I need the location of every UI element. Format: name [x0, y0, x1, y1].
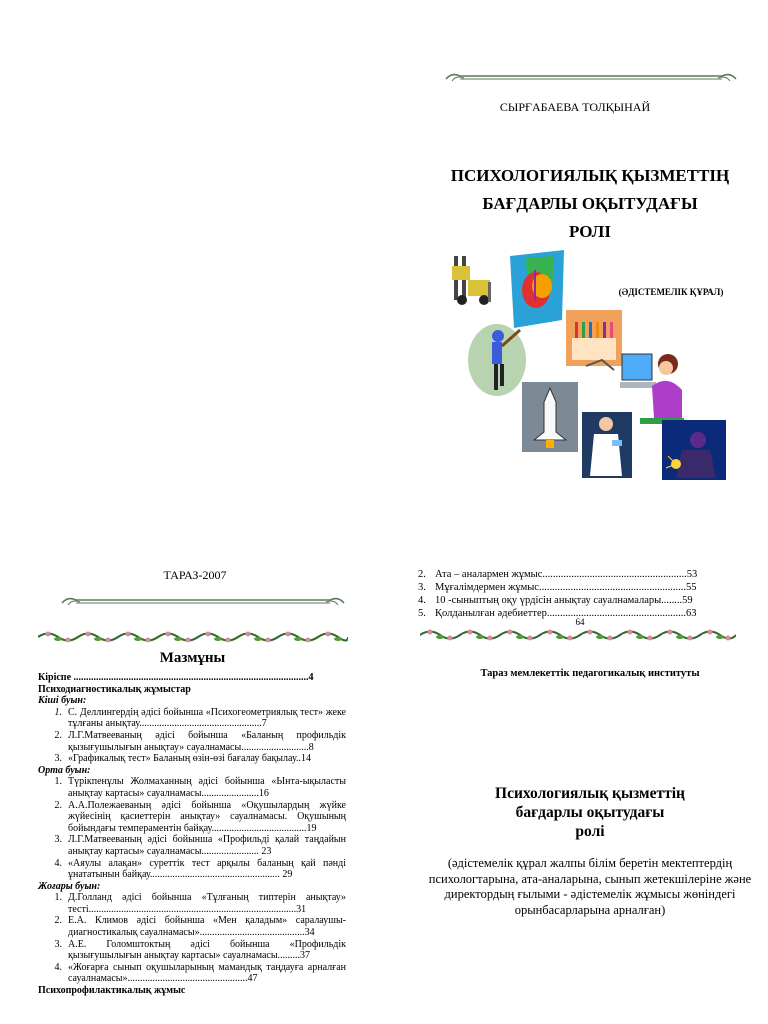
toc-section-heading: Психодиагностикалық жұмыстар: [38, 683, 191, 695]
cover-title-line-2: БАҒДАРЛЫ ОҚЫТУДАҒЫ: [482, 194, 698, 213]
toc-group-label: Орта буын:: [38, 764, 91, 776]
title-page-title-line-2: бағдарлы оқытудағы: [515, 804, 665, 821]
toc-item: 1. Түрікпенұлы Жолмаханның әдісі бойынша «Ынта-ықыласты анықтау картасы» сауалнамасы.......................16: [54, 776, 346, 799]
toc-section-heading: Психопрофилактикалық жұмыс: [38, 985, 186, 997]
title-page-title-line-3: ролі: [575, 823, 605, 840]
cover-title: [440, 162, 740, 246]
cover-subtitle: (ӘДІСТЕМЕЛІК ҚҰРАЛ): [618, 287, 724, 297]
forklift-clipart: [448, 252, 498, 307]
toc-continued-item: 2. Ата – аналармен жұмыс.......................................................53: [418, 569, 698, 580]
cover-title-line-3: РОЛІ: [569, 222, 611, 241]
toc-item: 3. А.Е. Голомштоктың әдісі бойынша «Профильдік қызығушылығын анықтау картасы» сауалнамасы.........37: [54, 938, 346, 962]
cover-title-line-1: ПСИХОЛОГИЯЛЫҚ ҚЫЗМЕТТІҢ: [450, 166, 730, 185]
institute-name: Тараз мемлекеттік педагогикалық институты: [480, 668, 700, 679]
toc-continued-item: 5. Қолданылған әдебиеттер.....................................................63: [418, 608, 697, 619]
toc-continued-item: 4. 10 -сыныптың оқу үрдісін анықтау сауалнамалары........59: [418, 595, 693, 606]
toc-item: 2. А.А.Полежаеваның әдісі бойынша «Оқушылардың жүйке жүйесінің қасиеттерін анықтау» сауалнамасы. Оқушының бойындағы темпераментін байқау......................................19: [54, 799, 346, 834]
title-page-title-line-1: Психологиялық қызметтің: [495, 785, 685, 802]
page-number: 64: [575, 617, 585, 627]
toc-intro: Кіріспе ..............................................................................................4: [38, 672, 314, 683]
toc-continued: [418, 568, 723, 620]
masks-clipart: [506, 250, 568, 328]
toc-item: 2. Л.Г.Матвееваның әдісі бойынша «Баланың профильдік қызығушылығын анықтау» сауалнамасы...........................8: [54, 729, 346, 753]
toc-title: Мазмұны: [159, 650, 226, 666]
toc-group-label: Кіші буын:: [38, 695, 87, 707]
decorative-vine-left: [38, 630, 348, 644]
decorative-scroll-middle: [58, 594, 348, 608]
space-shuttle-clipart: [522, 382, 578, 452]
toc-item: 2. Е.А. Климов әдісі бойынша «Мен қаладым» саралаушы-диагностикалық сауалнамасы»..........................................34: [54, 915, 346, 939]
decorative-vine-right: [420, 628, 736, 642]
toc-group-label: Жоғары буын:: [38, 880, 101, 892]
toc-item: 4. «Аяулы алақан» суреттік тест арқылы баланың қай пәнді ұнататынын байқау.................................................... 29: [54, 857, 346, 881]
baseball-player-clipart: [466, 322, 528, 398]
title-page-title: [440, 784, 740, 841]
city-year: ТАРАЗ-2007: [163, 568, 227, 582]
toc-item: 1. С. Деллингердің әдісі бойынша «Психогеометриялық тест» жеке тұлғаны анықтау.................................................7: [54, 706, 346, 730]
table-of-contents: [38, 672, 346, 997]
decorative-scroll-top: [442, 70, 740, 84]
toc-item: 3. «Графикалық тест» Баланың өзін-өзі бағалау бақылау..14: [54, 753, 311, 765]
title-page-description: (әдістемелік құрал жалпы білім беретін мектептердің психологтарына, ата-аналарына, сынып жетекшілеріне және директордың ғылыми - әдістемелік жұмысы жөніндегі орынбасарларына арналған): [428, 856, 752, 917]
toc-continued-item: 3. Мұғалімдермен жұмыс........................................................55: [418, 582, 697, 593]
toc-item: 4. «Жоғарға сынып оқушыларының мамандық таңдауға арналған сауалнамасы»................................................47: [54, 961, 346, 985]
toc-item: 3. Л.Г.Матвееваның әдісі бойынша «Профильді қалай таңдайын анықтау картасы» сауалнамасы....................... 23: [54, 834, 346, 857]
author-name: СЫРҒАБАЕВА ТОЛҚЫНАЙ: [499, 100, 651, 114]
welder-clipart: [662, 420, 726, 480]
toc-item: 1. Д.Голланд әдісі бойынша «Тұлғаның типтерін анықтау» тесті...................................................................................31: [54, 892, 346, 915]
scientist-clipart: [582, 412, 632, 478]
